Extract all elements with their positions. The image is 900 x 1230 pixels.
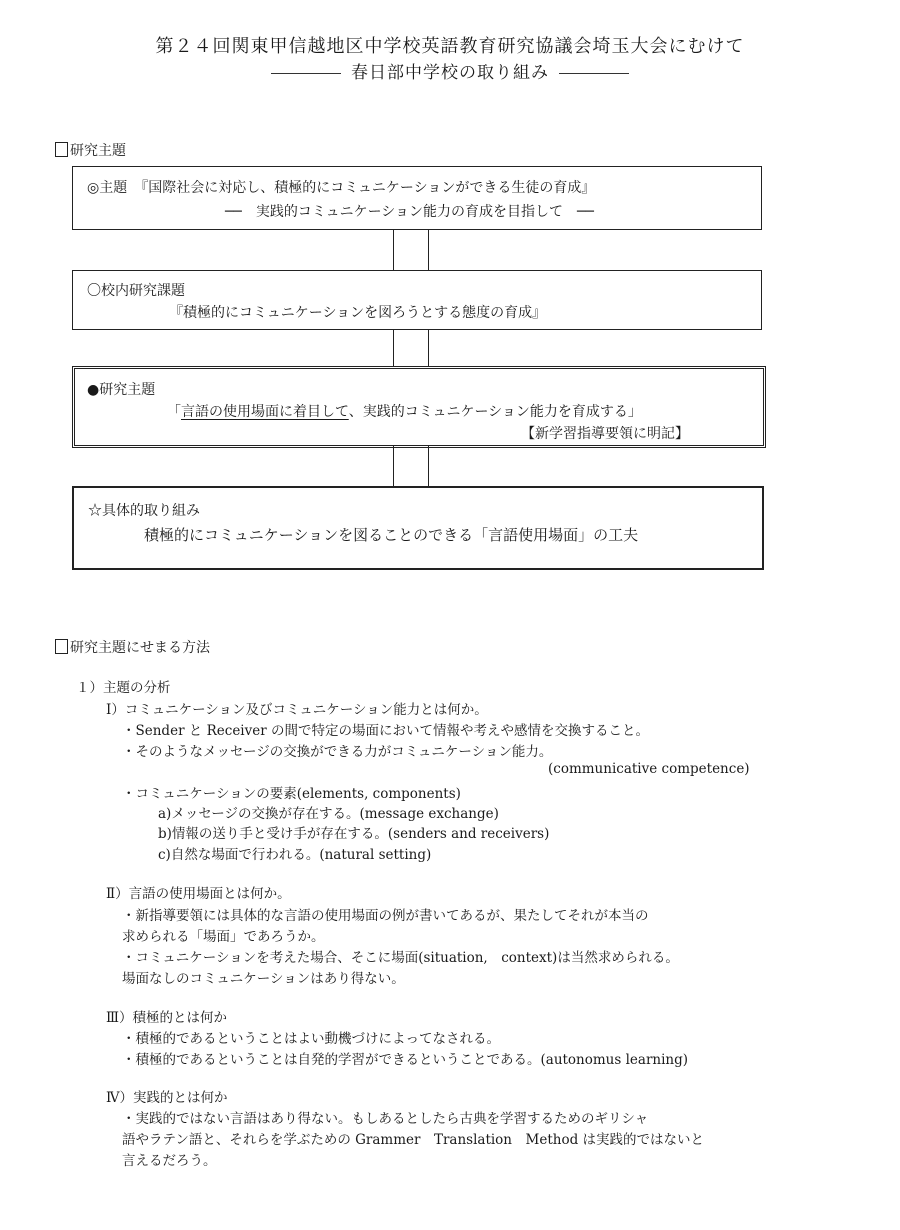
concrete-efforts-text: 積極的にコミュニケーションを図ることのできる「言語使用場面」の工夫 — [144, 526, 639, 544]
document-title: 第２４回関東甲信越地区中学校英語教育研究協議会埼玉大会にむけて — [155, 36, 745, 57]
section1-heading: 研究主題 — [55, 140, 126, 160]
subsection-ii-bullet-2a: ・コミュニケーションを考えた場合、そこに場面(situation, context)は当然求められる。 — [122, 950, 679, 966]
connector-3 — [393, 446, 429, 486]
research-theme-box — [72, 366, 766, 448]
subsection-ii-bullet-2b: 場面なしのコミュニケーションはあり得ない。 — [122, 971, 405, 987]
theme-subline: ── 実践的コミュニケーション能力の育成を目指して ── — [225, 204, 594, 220]
subsection-i-bullet-1: ・Sender と Receiver の間で特定の場面において情報や考えや感情を交換すること。 — [122, 723, 649, 739]
school-topic-box — [72, 270, 762, 330]
subsection-ii-bullet-1a: ・新指導要領には具体的な言語の使用場面の例が書いてあるが、果たしてそれが本当の — [122, 908, 649, 924]
subsection-iv-bullet-1c: 言えるだろう。 — [122, 1153, 217, 1169]
document-subtitle — [0, 58, 900, 83]
subsection-iv-bullet-1b: 語やラテン語と、それらを学ぶための Grammer Translation Method は実践的ではないと — [122, 1132, 704, 1148]
subsection-iii-heading: Ⅲ）積極的とは何か — [106, 1010, 228, 1026]
subsection-i-bullet-2-note: (communicative competence) — [548, 761, 750, 777]
subsection-iii-bullet-1: ・積極的であるということはよい動機づけによってなされる。 — [122, 1031, 500, 1047]
element-c: c)自然な場面で行われる。(natural setting) — [158, 847, 432, 863]
guideline-note: 【新学習指導要領に明記】 — [521, 426, 689, 442]
checkbox-square-icon — [55, 142, 68, 157]
research-theme-label: ●研究主題 — [87, 382, 156, 398]
connector-2 — [393, 330, 429, 366]
dash-right — [559, 73, 629, 74]
checkbox-square-icon — [55, 639, 68, 654]
school-topic-label: 〇校内研究課題 — [87, 283, 185, 299]
subsection-ii-heading: Ⅱ）言語の使用場面とは何か。 — [106, 886, 291, 902]
subsection-ii-bullet-1b: 求められる「場面」であろうか。 — [122, 929, 325, 945]
subsection-iv-bullet-1a: ・実践的ではない言語はあり得ない。もしあるとしたら古典を学習するためのギリシャ — [122, 1111, 649, 1127]
element-a: a)メッセージの交換が存在する。(message exchange) — [158, 806, 499, 822]
subsection-i-bullet-2: ・そのようなメッセージの交換ができる力がコミュニケーション能力。 — [122, 744, 553, 760]
item-1-heading: １）主題の分析 — [76, 680, 171, 696]
concrete-efforts-box — [72, 486, 764, 570]
element-b: b)情報の送り手と受け手が存在する。(senders and receivers) — [158, 826, 550, 842]
subsection-i-heading: Ⅰ）コミュニケーション及びコミュニケーション能力とは何か。 — [106, 702, 488, 718]
dash-left — [271, 73, 341, 74]
subsection-iii-bullet-2: ・積極的であるということは自発的学習ができるということである。(autonomus learning) — [122, 1052, 689, 1068]
subsection-iv-heading: Ⅳ）実践的とは何か — [106, 1090, 228, 1106]
theme-box — [72, 166, 762, 230]
concrete-efforts-label: ☆具体的取り組み — [88, 503, 200, 519]
research-theme-text: 「言語の使用場面に着目して、実践的コミュニケーション能力を育成する」 — [167, 404, 642, 420]
underlined-phrase: 言語の使用場面に着目して — [181, 404, 349, 420]
connector-1 — [393, 230, 429, 270]
theme-line: ◎主題 『国際社会に対応し、積極的にコミュニケーションができる生徒の育成』 — [87, 180, 596, 196]
subtitle-text: 春日部中学校の取り組み — [351, 63, 549, 83]
section2-heading: 研究主題にせまる方法 — [55, 637, 210, 657]
subsection-i-bullet-3: ・コミュニケーションの要素(elements, components) — [122, 786, 461, 802]
school-topic-text: 『積極的にコミュニケーションを図ろうとする態度の育成』 — [169, 305, 547, 321]
